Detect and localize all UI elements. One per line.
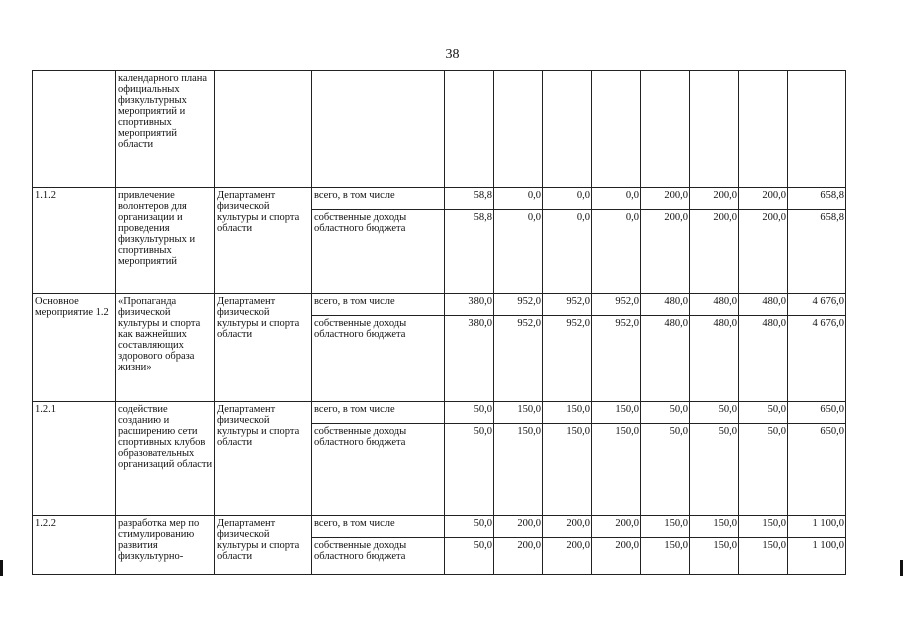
funding-source (312, 71, 445, 188)
amount-cell: 200,0 (739, 188, 788, 210)
table-row (33, 188, 846, 210)
amount-cell: 150,0 (592, 402, 641, 424)
row-name: «Пропаганда физической культуры и спорта как важнейших составляющих здорового образа жизни» (116, 294, 215, 402)
amount-cell (494, 71, 543, 188)
table-row (33, 71, 846, 188)
amount-cell: 150,0 (543, 402, 592, 424)
amount-cell: 480,0 (641, 316, 690, 402)
amount-cell: 1 100,0 (788, 538, 846, 575)
amount-cell: 150,0 (690, 538, 739, 575)
amount-cell: 200,0 (739, 210, 788, 294)
amount-cell: 380,0 (445, 316, 494, 402)
amount-cell: 150,0 (641, 538, 690, 575)
row-code: 1.2.2 (33, 516, 116, 575)
amount-cell (543, 71, 592, 188)
funding-source: всего, в том числе (312, 402, 445, 424)
amount-cell: 952,0 (494, 316, 543, 402)
amount-cell: 200,0 (641, 210, 690, 294)
amount-cell (445, 71, 494, 188)
row-executor: Департамент физической культуры и спорта области (215, 294, 312, 402)
row-code: 1.1.2 (33, 188, 116, 294)
amount-cell: 50,0 (641, 402, 690, 424)
table-row (33, 516, 846, 538)
row-executor (215, 71, 312, 188)
amount-cell: 650,0 (788, 402, 846, 424)
amount-cell: 50,0 (641, 424, 690, 516)
row-name: календарного плана официальных физкультурных мероприятий и спортивных мероприятий области (116, 71, 215, 188)
amount-cell: 58,8 (445, 188, 494, 210)
amount-cell: 480,0 (690, 294, 739, 316)
amount-cell: 658,8 (788, 210, 846, 294)
right-scan-mark (900, 560, 903, 576)
amount-cell: 200,0 (494, 538, 543, 575)
amount-cell: 0,0 (543, 188, 592, 210)
amount-cell: 952,0 (592, 316, 641, 402)
amount-cell: 480,0 (690, 316, 739, 402)
amount-cell: 150,0 (690, 516, 739, 538)
amount-cell: 150,0 (494, 402, 543, 424)
amount-cell: 150,0 (543, 424, 592, 516)
amount-cell: 1 100,0 (788, 516, 846, 538)
row-code: Основное мероприятие 1.2 (33, 294, 116, 402)
amount-cell: 50,0 (690, 424, 739, 516)
amount-cell (739, 71, 788, 188)
amount-cell: 150,0 (592, 424, 641, 516)
amount-cell: 658,8 (788, 188, 846, 210)
amount-cell: 150,0 (494, 424, 543, 516)
left-scan-mark (0, 560, 3, 576)
amount-cell: 480,0 (739, 294, 788, 316)
funding-source: собственные доходы областного бюджета (312, 210, 445, 294)
funding-source: всего, в том числе (312, 294, 445, 316)
amount-cell: 58,8 (445, 210, 494, 294)
amount-cell: 650,0 (788, 424, 846, 516)
funding-source: всего, в том числе (312, 188, 445, 210)
amount-cell: 952,0 (543, 316, 592, 402)
amount-cell: 200,0 (592, 516, 641, 538)
amount-cell: 150,0 (739, 516, 788, 538)
row-code: 1.2.1 (33, 402, 116, 516)
amount-cell: 50,0 (445, 402, 494, 424)
row-executor: Департамент физической культуры и спорта области (215, 402, 312, 516)
amount-cell: 380,0 (445, 294, 494, 316)
funding-source: собственные доходы областного бюджета (312, 424, 445, 516)
amount-cell: 4 676,0 (788, 294, 846, 316)
amount-cell (592, 71, 641, 188)
amount-cell: 480,0 (739, 316, 788, 402)
funding-source: собственные доходы областного бюджета (312, 316, 445, 402)
table-row (33, 294, 846, 316)
amount-cell: 200,0 (543, 516, 592, 538)
amount-cell: 200,0 (543, 538, 592, 575)
funding-source: собственные доходы областного бюджета (312, 538, 445, 575)
funding-source: всего, в том числе (312, 516, 445, 538)
amount-cell: 952,0 (592, 294, 641, 316)
amount-cell: 952,0 (494, 294, 543, 316)
amount-cell: 200,0 (690, 188, 739, 210)
amount-cell: 480,0 (641, 294, 690, 316)
amount-cell: 0,0 (543, 210, 592, 294)
amount-cell (641, 71, 690, 188)
amount-cell (690, 71, 739, 188)
amount-cell: 200,0 (641, 188, 690, 210)
row-name: разработка мер по стимулированию развития физкультурно- (116, 516, 215, 575)
amount-cell: 200,0 (592, 538, 641, 575)
amount-cell: 50,0 (739, 402, 788, 424)
amount-cell: 50,0 (445, 424, 494, 516)
amount-cell: 200,0 (690, 210, 739, 294)
amount-cell: 0,0 (592, 188, 641, 210)
row-executor: Департамент физической культуры и спорта области (215, 188, 312, 294)
row-name: привлечение волонтеров для организации и проведения физкультурных и спортивных мероприятий (116, 188, 215, 294)
page-number: 38 (445, 47, 460, 62)
row-code (33, 71, 116, 188)
amount-cell: 50,0 (690, 402, 739, 424)
amount-cell: 0,0 (592, 210, 641, 294)
amount-cell: 150,0 (641, 516, 690, 538)
budget-table (32, 70, 846, 575)
amount-cell: 0,0 (494, 210, 543, 294)
amount-cell (788, 71, 846, 188)
amount-cell: 200,0 (494, 516, 543, 538)
amount-cell: 952,0 (543, 294, 592, 316)
amount-cell: 50,0 (445, 538, 494, 575)
row-executor: Департамент физической культуры и спорта области (215, 516, 312, 575)
row-name: содействие созданию и расширению сети спортивных клубов образовательных организаций области (116, 402, 215, 516)
amount-cell: 50,0 (445, 516, 494, 538)
amount-cell: 4 676,0 (788, 316, 846, 402)
table-row (33, 402, 846, 424)
amount-cell: 0,0 (494, 188, 543, 210)
amount-cell: 50,0 (739, 424, 788, 516)
amount-cell: 150,0 (739, 538, 788, 575)
